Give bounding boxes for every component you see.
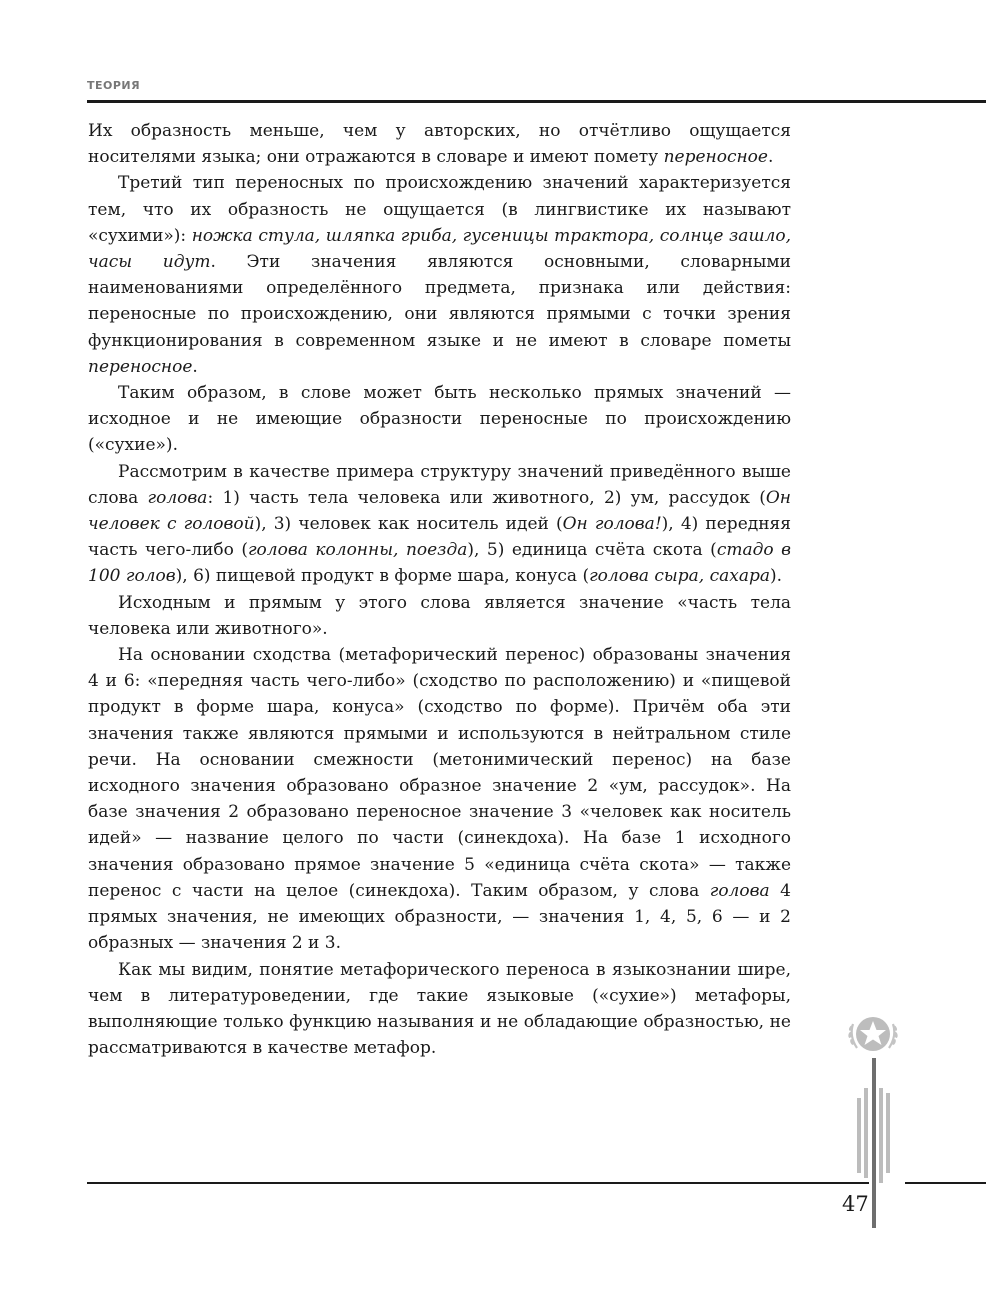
paragraph [88,642,791,956]
italic-example-text: переносное [88,356,193,377]
italic-example-text: Он голова! [562,514,662,535]
page-number: 47 [842,1192,869,1216]
vertical-bars-decoration [855,1058,895,1228]
paragraph [88,380,791,459]
italic-example-text: голова колонны, поезда [247,540,468,561]
italic-example-text: стадо в 100 голов [88,540,791,587]
italic-example-text: голова сыра, сахара [589,566,771,587]
text-run: . Эти значения являются основными, словарными наименованиями определённого предмета, признака или действия: переносные по происхождению, они являются прямыми с точки зрения функционирования в современном языке и не имеют в словаре пометы [88,252,791,351]
text-run: Третий тип переносных по происхождению значений характеризуется тем, что их образность не ощущается (в лингвистике их называют «сухими»): [88,173,791,246]
text-run: ), 4) передняя часть чего-либо ( [88,514,791,561]
bottom-rule-right [905,1182,986,1184]
text-run: ), 5) единица счёта скота ( [467,540,717,561]
text-run: Как мы видим, понятие метафорического переноса в языкознании шире, чем в литературоведении, где такие языковые («сухие») метафоры, выполняющие только функцию называния и не обладающие образностью, не рассматриваются в качестве метафор. [88,959,791,1059]
italic-example-text: ножка стула, шляпка гриба, гусеницы трактора, солнце зашло, часы идут [88,225,792,273]
paragraph [88,957,791,1062]
italic-example-text: переносное [663,147,768,168]
text-run: ). [770,566,783,587]
paragraph [88,118,791,170]
star-laurel-emblem-icon [843,1004,903,1064]
top-rule [87,100,986,103]
text-run: . [767,147,774,168]
section-header-label: ТЕОРИЯ [87,79,141,92]
text-run: ), 6) пищевой продукт в форме шара, конуса ( [175,566,590,587]
text-run: : 1) часть тела человека или животного, 2) ум, рассудок ( [207,487,766,508]
italic-example-text: голова [147,487,208,508]
italic-example-text: Он человек с головой [88,487,791,535]
text-run: Их образность меньше, чем у авторских, но отчётливо ощущается носителями языка; они отражаются в словаре и имеют помету [88,121,791,168]
text-run: 4 прямых значения, не имеющих образности, — значения 1, 4, 5, 6 — и 2 образных — значения 2 и 3. [88,880,791,954]
paragraph [88,459,791,590]
text-run: ), 3) человек как носитель идей ( [254,514,563,535]
text-run: На основании сходства (метафорический перенос) образованы значения 4 и 6: «передняя часть чего-либо» (сходство по расположению) и «пищевой продукт в форме шара, конуса» (сходство по форме). Причём оба эти значения также являются прямыми и используются в нейтральном стиле речи. На основании смежности (метонимический перенос) на базе исходного значения образовано образное значение 2 «ум, рассудок». На базе значения 2 образовано переносное значение 3 «человек как носитель идей» — название целого по части (синекдоха). На базе 1 исходного значения образовано прямое значение 5 «единица счёта скота» — также перенос с части на целое (синекдоха). Таким образом, у слова [88,645,791,901]
text-run: . [192,356,198,377]
paragraph [88,590,791,642]
italic-example-text: голова [709,880,770,901]
bottom-rule-left [87,1182,869,1184]
text-run: Рассмотрим в качестве примера структуру значений приведённого выше слова [88,461,791,508]
body-text [88,118,791,1061]
text-run: Исходным и прямым у этого слова является значение «часть тела человека или животного». [88,592,791,639]
text-run: Таким образом, в слове может быть несколько прямых значений — исходное и не имеющие образности переносные по происхождению («сухие»). [88,383,791,456]
paragraph [88,170,791,380]
